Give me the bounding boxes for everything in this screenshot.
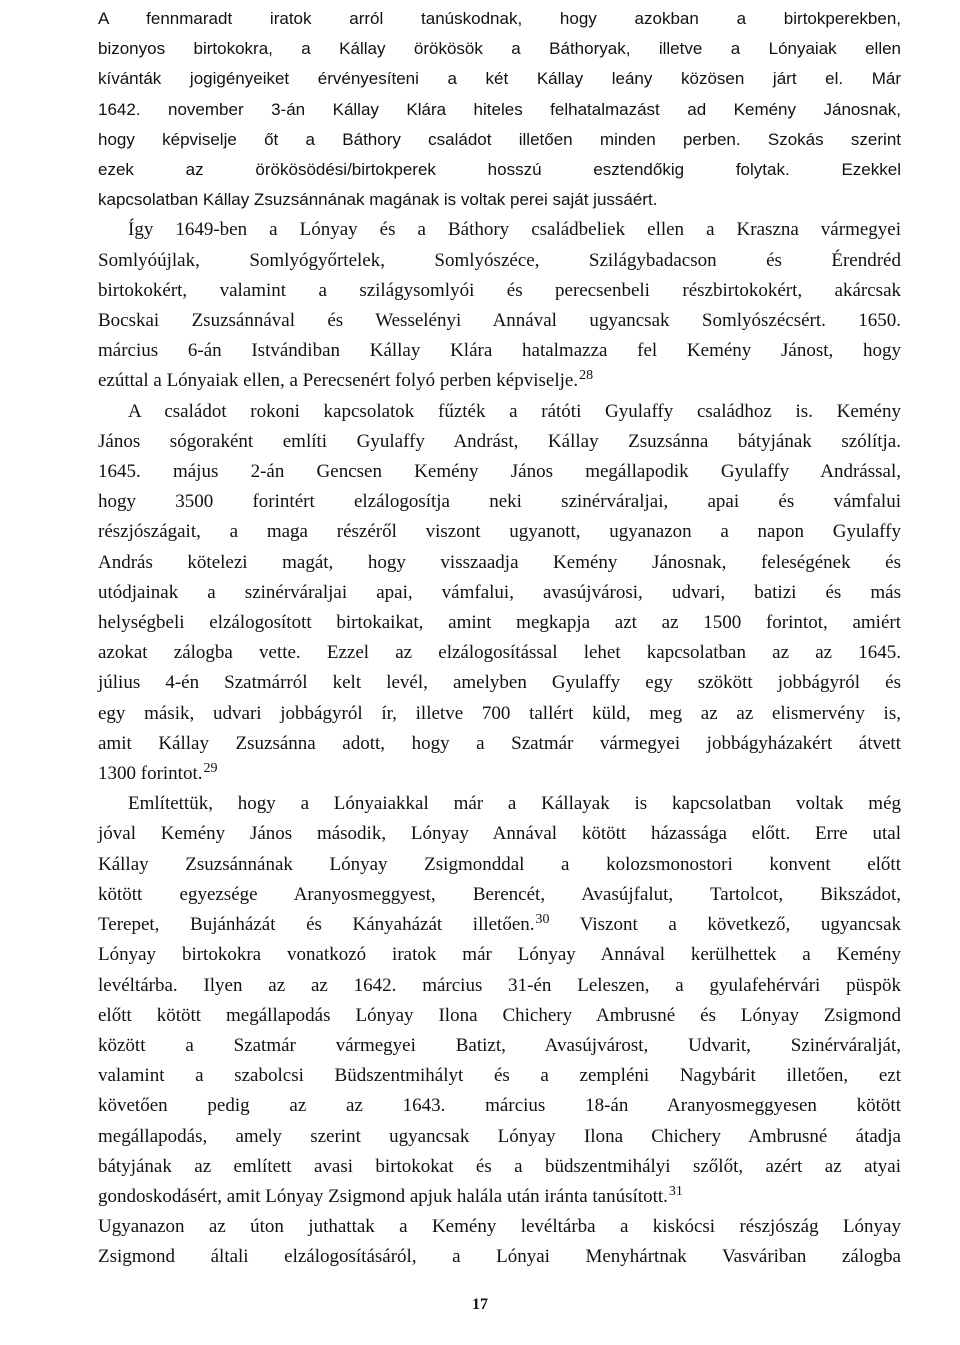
text-line: egy másik, udvari jobbágyról ír, illetve 700 tallért küld, meg az az elismervény is, (98, 702, 901, 724)
text-line (98, 910, 901, 940)
text-line: utódjainak a szinérváraljai apai, vámfalui, avasújvárosi, udvari, batizi és más (98, 581, 901, 603)
paragraph-1 (98, 4, 901, 215)
text-line: Zsigmond általi elzálogosításáról, a Lónyai Menyhártnak Vasváriban zálogba (98, 1246, 901, 1268)
text-line: 1642. november 3-án Kállay Klára hiteles felhatalmazást ad Kemény Jánosnak, (98, 99, 901, 119)
text-line (98, 366, 901, 396)
text-line: kapcsolatban Kállay Zsuzsánnának magának is voltak perei saját jussáért. (98, 190, 658, 210)
text-line: A fennmaradt iratok arról tanúskodnak, hogy azokban a birtokperekben, (98, 9, 901, 28)
text-line: Említettük, hogy a Lónyaiakkal már a Kállayak is kapcsolatban voltak még (128, 793, 901, 815)
text-line: hogy 3500 forintért elzálogosítja neki szinérváraljai, apai és vámfalui (98, 491, 901, 513)
text-line: megállapodás, amely szerint ugyancsak Lónyay Ilona Chichery Ambrusné átadja (98, 1125, 901, 1147)
text-line: között a Szatmár vármegyei Batizt, Avasújvárost, Udvarit, Szinérváralját, (98, 1034, 901, 1056)
page-number: 17 (472, 1296, 488, 1313)
text-line: bizonyos birtokokra, a Kállay örökösök a Báthoryak, illetve a Lónyaiak ellen (98, 39, 901, 59)
text-line: ezek az örökösödési/birtokperek hosszú esztendőkig folytak. Ezekkel (98, 160, 901, 180)
text-line: 1645. május 2-án Gencsen Kemény János megállapodik Gyulaffy Andrással, (98, 461, 901, 483)
text-line: levéltárba. Ilyen az az 1642. március 31-én Leleszen, a gyulafehérvári püspök (98, 974, 901, 996)
paragraph-3 (98, 397, 901, 790)
text-line (98, 1182, 901, 1212)
paragraph-2 (98, 215, 901, 396)
text-line-content: Terepet, Bujánházát és Kányaházát illetően. (98, 914, 535, 936)
text-line: A családot rokoni kapcsolatok fűzték a rátóti Gyulaffy családhoz is. Kemény (128, 400, 901, 422)
text-line: azokat zálogba vette. Ezzel az elzálogosítással lehet kapcsolatban az az 1645. (98, 642, 901, 664)
text-line: helységbeli elzálogosított birtokaikat, amint megkapja azt az 1500 forintot, amiért (98, 612, 901, 634)
text-line: kívánták jogigényeiket érvényesíteni a két Kállay leány közösen járt el. Már (98, 69, 901, 89)
text-line: amit Kállay Zsuzsánna adott, hogy a Szatmár vármegyei jobbágyházakért átvett (98, 732, 901, 754)
text-line: Somlyóújlak, Somlyógyőrtelek, Somlyószéce, Szilágybadacson és Érendréd (98, 249, 901, 271)
text-line: Ugyanazon az úton juthattak a Kemény levéltárba a kiskócsi részjószág Lónyay (98, 1216, 901, 1238)
text-line: András kötelezi magát, hogy visszaadja Kemény Jánosnak, feleségének és (98, 551, 901, 573)
text-line: március 6-án Istvándiban Kállay Klára hatalmazza fel Kemény Jánost, hogy (98, 340, 901, 362)
text-line: kötött egyezsége Aranyosmeggyest, Berencét, Avasújfalut, Tartolcot, Bikszádot, (98, 883, 901, 905)
text-line-continuation: Viszont a következő, ugyancsak (549, 914, 902, 936)
footnote-marker-31: 31 (668, 1183, 683, 1199)
paragraph-5 (98, 1212, 901, 1272)
footnote-marker-28: 28 (579, 368, 594, 384)
text-line: követően pedig az az 1643. március 18-án Aranyosmeggyesen kötött (98, 1095, 901, 1117)
text-line: július 4-én Szatmárról kelt levél, amelyben Gyulaffy egy szökött jobbágyról és (98, 672, 901, 694)
paragraph-4 (98, 789, 901, 1212)
text-line: részjószágait, a maga részéről viszont ugyanott, ugyanazon a napon Gyulaffy (98, 521, 901, 543)
text-line-content: 1300 forintot. (98, 763, 203, 785)
footnote-marker-29: 29 (203, 761, 218, 777)
text-line: bátyjának az említett avasi birtokokat és a büdszentmihályi szőlőt, azért az atyai (98, 1155, 901, 1177)
text-line-content: ezúttal a Lónyaiak ellen, a Perecsenért folyó perben képviselje. (98, 370, 579, 392)
text-line: Így 1649-ben a Lónyay és a Báthory családbeliek ellen a Kraszna vármegyei (128, 219, 901, 241)
text-line (98, 759, 901, 789)
text-line: Lónyay birtokokra vonatkozó iratok már Lónyay Annával kerülhettek a Kemény (98, 944, 901, 966)
text-line: János sógoraként említi Gyulaffy Andrást, Kállay Zsuzsánna bátyjának szólítja. (98, 430, 901, 452)
text-line: jóval Kemény János második, Lónyay Annával kötött házassága előtt. Erre utal (98, 823, 901, 845)
footnote-marker-30: 30 (535, 912, 550, 928)
text-line: Bocskai Zsuzsánnával és Wesselényi Annával ugyancsak Somlyószécsért. 1650. (98, 310, 901, 332)
text-line-content: gondoskodásért, amit Lónyay Zsigmond apjuk halála után iránta tanúsított. (98, 1185, 668, 1207)
text-line: hogy képviselje őt a Báthory családot illetően minden perben. Szokás szerint (98, 129, 901, 149)
text-line: valamint a szabolcsi Büdszentmihályt és a zempléni Nagybárit illetően, ezt (98, 1065, 901, 1087)
text-line: előtt kötött megállapodás Lónyay Ilona Chichery Ambrusné és Lónyay Zsigmond (98, 1004, 901, 1026)
text-line: birtokokért, valamint a szilágysomlyói és perecsenbeli részbirtokokért, akárcsak (98, 279, 901, 301)
document-page (98, 4, 901, 1273)
text-line: Kállay Zsuzsánnának Lónyay Zsigmonddal a kolozsmonostori konvent előtt (98, 853, 901, 875)
